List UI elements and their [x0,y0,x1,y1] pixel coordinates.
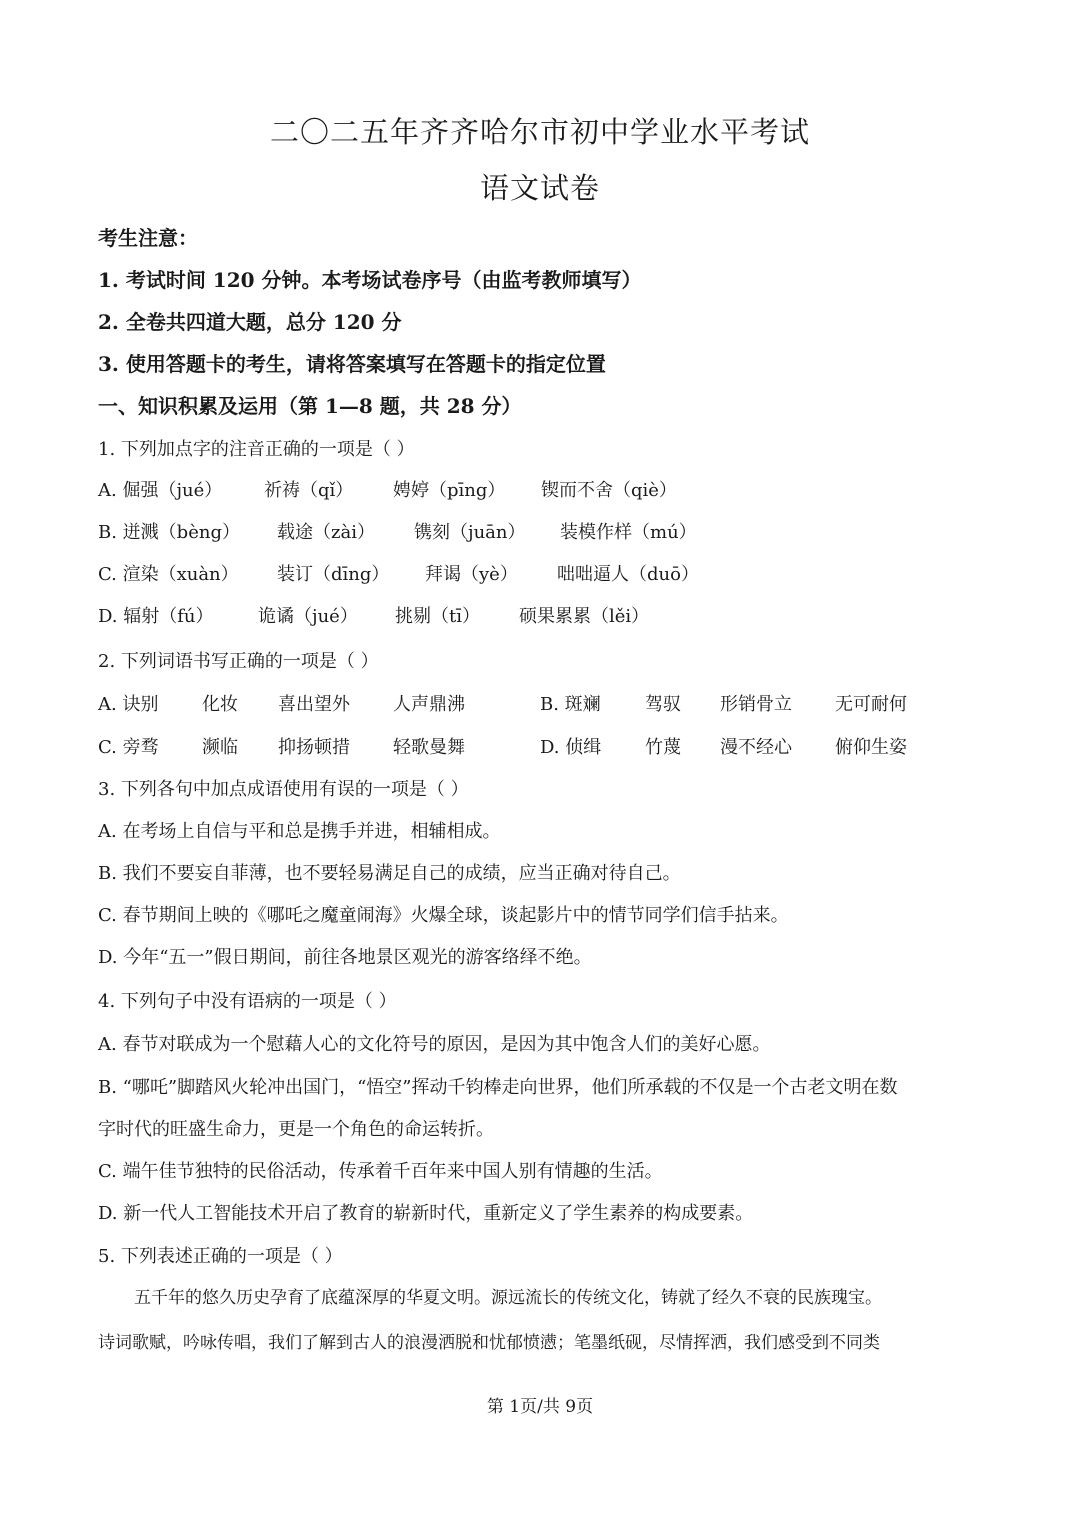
option-item: B. 我们不要妄自菲薄，也不要轻易满足自己的成绩，应当正确对待自己。 [98,863,681,884]
option-item: 装订（dīng） [277,564,390,585]
option-item: 咄咄逼人（duō） [557,564,699,585]
question-stem: 3. 下列各句中加点成语使用有误的一项是（ ） [98,779,469,800]
option-item: 硕果累累（lěi） [519,606,650,627]
option-item: D. 新一代人工智能技术开启了教育的崭新时代，重新定义了学生素养的构成要素。 [98,1203,754,1224]
option-item: 装模作样（mú） [560,522,697,543]
option-item: 形销骨立 [720,694,792,715]
option-item: 濒临 [202,737,238,758]
option-item: 喜出望外 [278,694,350,715]
notice-item: 2. 全卷共四道大题，总分 120 分 [98,310,402,334]
exam-title: 二〇二五年齐齐哈尔市初中学业水平考试 [269,115,810,149]
option-item: 载途（zài） [277,522,375,543]
option-item: 竹蔑 [645,737,681,758]
option-item: C. 旁骛 [98,737,159,758]
option-item: 挑剔（tī） [395,606,480,627]
option-item: 无可耐何 [835,694,907,715]
question-stem: 1. 下列加点字的注音正确的一项是（ ） [98,439,415,460]
option-item: 轻歌曼舞 [393,737,465,758]
option-item: 字时代的旺盛生命力，更是一个角色的命运转折。 [98,1119,494,1140]
question-stem: 4. 下列句子中没有语病的一项是（ ） [98,991,397,1012]
option-item: A. 倔强（jué） [98,480,223,501]
notice-heading: 考生注意： [98,226,198,250]
option-item: 人声鼎沸 [393,694,465,715]
notice-item: 3. 使用答题卡的考生，请将答案填写在答题卡的指定位置 [98,352,606,376]
option-item: 娉婷（pīng） [393,480,506,501]
option-item: 化妆 [202,694,238,715]
option-item: 漫不经心 [720,737,792,758]
option-item: 镌刻（juān） [414,522,526,543]
option-item: A. 春节对联成为一个慰藉人心的文化符号的原因，是因为其中饱含人们的美好心愿。 [98,1034,771,1055]
option-item: A. 诀别 [98,694,159,715]
option-item: 抑扬顿措 [278,737,350,758]
section-heading: 一、知识积累及运用（第 1—8 题，共 28 分） [98,394,522,418]
question-stem: 2. 下列词语书写正确的一项是（ ） [98,651,379,672]
option-item: C. 渲染（xuàn） [98,564,239,585]
question-stem: 5. 下列表述正确的一项是（ ） [98,1246,343,1267]
option-item: D. 辐射（fú） [98,606,214,627]
option-item: A. 在考场上自信与平和总是携手并进，相辅相成。 [98,821,501,842]
passage-text: 诗词歌赋，吟咏传唱，我们了解到古人的浪漫洒脱和忧郁愤懑；笔墨纸砚，尽情挥洒，我们感受到不同类 [98,1333,880,1353]
option-item: 拜谒（yè） [425,564,518,585]
option-item: B. 斑斓 [540,694,601,715]
option-item: C. 春节期间上映的《哪吒之魔童闹海》火爆全球，谈起影片中的情节同学们信手拈来。 [98,905,789,926]
exam-subtitle: 语文试卷 [479,171,600,205]
notice-item: 1. 考试时间 120 分钟。本考场试卷序号（由监考教师填写） [98,268,642,292]
option-item: 祈祷（qǐ） [264,480,354,501]
option-item: D. 今年“五一”假日期间，前往各地景区观光的游客络绎不绝。 [98,947,592,968]
option-item: 锲而不舍（qiè） [541,480,677,501]
passage-text: 五千年的悠久历史孕育了底蕴深厚的华夏文明。源远流长的传统文化，铸就了经久不衰的民族瑰宝。 [134,1288,882,1308]
option-item: 驾驭 [645,694,681,715]
option-item: B. “哪吒”脚踏风火轮冲出国门，“悟空”挥动千钧棒走向世界，他们所承载的不仅是一个古老文明在数 [98,1077,898,1098]
option-item: 俯仰生姿 [835,737,907,758]
option-item: C. 端午佳节独特的民俗活动，传承着千百年来中国人别有情趣的生活。 [98,1161,663,1182]
option-item: 诡谲（jué） [258,606,358,627]
option-item: B. 迸溅（bèng） [98,522,240,543]
option-item: D. 侦缉 [540,737,602,758]
page-number: 第 1页/共 9页 [486,1397,594,1417]
